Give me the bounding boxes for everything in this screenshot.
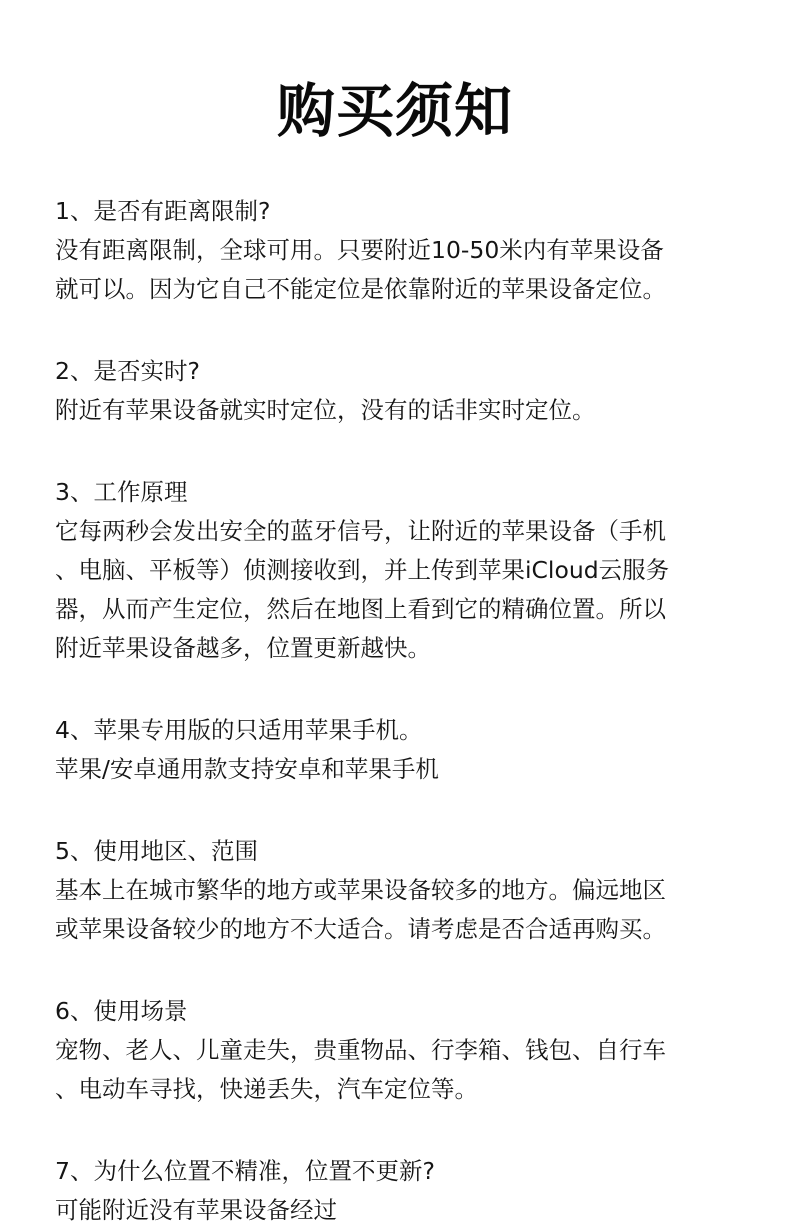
section-heading: 1、是否有距离限制? xyxy=(55,197,271,225)
section-heading: 7、为什么位置不精准，位置不更新? xyxy=(55,1157,435,1185)
notice-section-3 xyxy=(55,473,745,668)
section-text-line: 基本上在城市繁华的地方或苹果设备较多的地方。偏远地区 xyxy=(55,876,666,904)
notice-section-7 xyxy=(55,1152,745,1230)
section-heading: 4、苹果专用版的只适用苹果手机。 xyxy=(55,716,423,744)
notice-section-5 xyxy=(55,832,745,949)
section-text-line: 就可以。因为它自己不能定位是依靠附近的苹果设备定位。 xyxy=(55,275,666,303)
page-title: 购买须知 xyxy=(276,77,513,145)
section-text-line: 附近有苹果设备就实时定位，没有的话非实时定位。 xyxy=(55,396,596,424)
section-text-line: 它每两秒会发出安全的蓝牙信号，让附近的苹果设备（手机 xyxy=(55,517,666,545)
notice-section-6 xyxy=(55,992,745,1109)
section-heading: 5、使用地区、范围 xyxy=(55,837,258,865)
section-text-line: 附近苹果设备越多，位置更新越快。 xyxy=(55,634,431,662)
section-text-line: 器，从而产生定位，然后在地图上看到它的精确位置。所以 xyxy=(55,595,666,623)
section-heading: 6、使用场景 xyxy=(55,997,188,1025)
notice-section-1 xyxy=(55,192,745,309)
section-text-line: 或苹果设备较少的地方不大适合。请考虑是否合适再购买。 xyxy=(55,915,666,943)
section-heading: 3、工作原理 xyxy=(55,478,188,506)
section-text-line: 、电动车寻找，快递丢失，汽车定位等。 xyxy=(55,1075,478,1103)
section-text-line: 苹果/安卓通用款支持安卓和苹果手机 xyxy=(55,755,439,783)
notice-section-2 xyxy=(55,352,745,430)
notice-sections xyxy=(55,192,745,1230)
section-text-line: 、电脑、平板等）侦测接收到，并上传到苹果iCloud云服务 xyxy=(55,556,670,584)
section-text-line: 没有距离限制，全球可用。只要附近10-50米内有苹果设备 xyxy=(55,236,664,264)
section-text-line: 可能附近没有苹果设备经过 xyxy=(55,1196,337,1224)
notice-section-4 xyxy=(55,711,745,789)
section-text-line: 宠物、老人、儿童走失，贵重物品、行李箱、钱包、自行车 xyxy=(55,1036,666,1064)
section-heading: 2、是否实时? xyxy=(55,357,200,385)
